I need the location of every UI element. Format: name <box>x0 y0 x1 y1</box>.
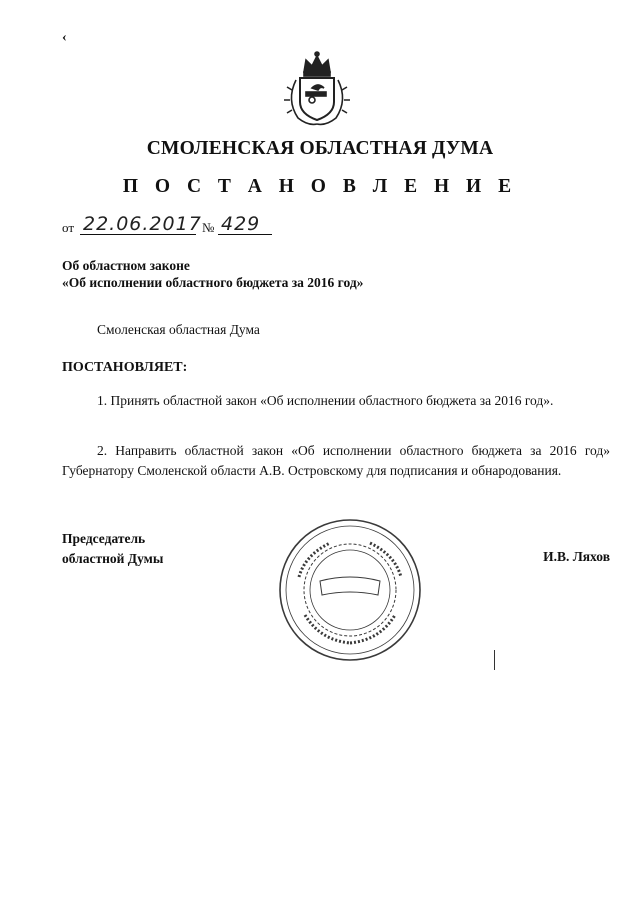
number-prefix: № <box>202 220 215 235</box>
signer-position <box>62 529 163 569</box>
date-number-line <box>62 213 322 239</box>
margin-mark <box>494 650 495 670</box>
date-prefix: от <box>62 220 75 235</box>
organization-title: СМОЛЕНСКАЯ ОБЛАСТНАЯ ДУМА <box>146 138 494 159</box>
signer-position-line-1: Председатель <box>62 531 146 546</box>
signer-name: И.В. Ляхов <box>543 549 610 564</box>
corner-mark: ‹ <box>62 30 67 45</box>
handwritten-date: 22.06.2017 <box>80 214 196 235</box>
subject-line-1: Об областном законе <box>62 258 190 273</box>
resolution-item-2: 2. Направить областной закон «Об исполнении областного бюджета за 2016 год» Губернатору Смоленской области А.В. Островскому для подписания и обнародования. <box>62 443 610 478</box>
decree-heading: ПОСТАНОВЛЯЕТ: <box>62 360 188 375</box>
handwritten-number: 429 <box>218 214 272 235</box>
resolution-item-1: 1. Принять областной закон «Об исполнении областного бюджета за 2016 год». <box>97 393 554 408</box>
coat-of-arms-icon <box>276 50 358 128</box>
document-type: П О С Т А Н О В Л Е Н И Е <box>122 176 518 197</box>
signer-position-line-2: областной Думы <box>62 551 164 566</box>
issuing-body: Смоленская областная Дума <box>97 322 260 337</box>
subject-line-2: «Об исполнении областного бюджета за 2016 год» <box>62 275 364 290</box>
round-seal-stamp <box>275 515 425 665</box>
subject <box>62 257 363 291</box>
